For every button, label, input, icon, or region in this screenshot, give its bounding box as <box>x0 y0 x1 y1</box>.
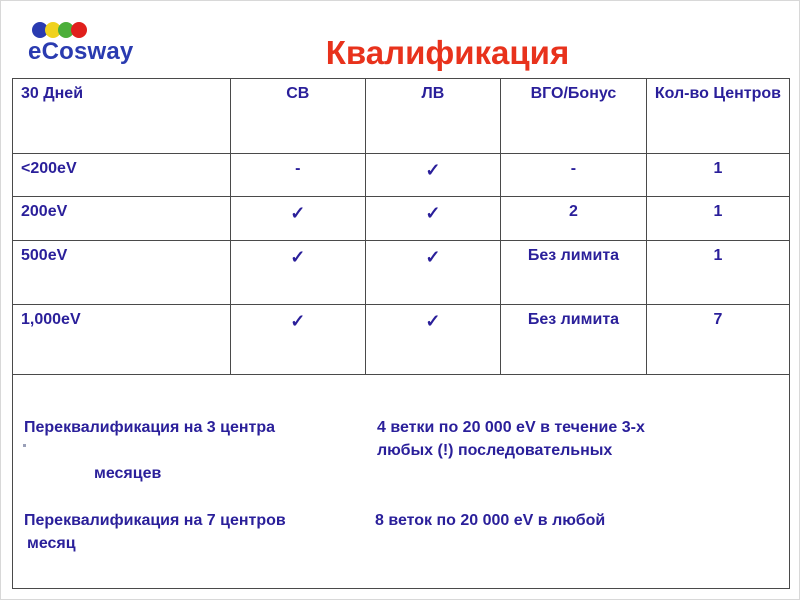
cell-bonus: - <box>501 154 647 197</box>
table-row <box>13 154 790 197</box>
qualification-table <box>12 78 790 589</box>
cell-centers: 1 <box>646 197 789 241</box>
cell-bonus: 2 <box>501 197 647 241</box>
table-row <box>13 241 790 305</box>
page-title: Квалификация <box>325 34 570 71</box>
logo-wordmark: eCosway <box>28 38 134 65</box>
note-requal-7-label: Переквалификация на 7 центров <box>24 512 286 529</box>
header-lv: ЛВ <box>365 79 500 154</box>
header-days: 30 Дней <box>13 79 231 154</box>
notes-row <box>13 375 790 589</box>
checkmark-icon: ✓ <box>230 197 365 241</box>
note-requal-7-month: месяц <box>27 535 76 552</box>
header-vgo-bonus: ВГО/Бонус <box>501 79 647 154</box>
table-row <box>13 197 790 241</box>
cell-days: 200eV <box>13 197 231 241</box>
cell-centers: 1 <box>646 154 789 197</box>
cell-bonus: Без лимита <box>501 241 647 305</box>
note-requal-3-label: Переквалификация на 3 центра <box>24 419 276 436</box>
cell-sv: - <box>230 154 365 197</box>
cell-centers: 1 <box>646 241 789 305</box>
note-requal-7-condition: 8 веток по 20 000 eV в любой <box>375 512 606 529</box>
header-sv: СВ <box>230 79 365 154</box>
checkmark-icon: ✓ <box>365 241 500 305</box>
cell-days: <200eV <box>13 154 231 197</box>
cell-days: 1,000eV <box>13 305 231 375</box>
notes-cell <box>13 375 790 589</box>
checkmark-icon: ✓ <box>365 305 500 375</box>
table-header-row <box>13 79 790 154</box>
note-requal-3-months: месяцев <box>94 465 162 482</box>
note-requal-3-condition-line2: любых (!) последовательных <box>377 442 613 459</box>
table-row <box>13 305 790 375</box>
header-centers-count: Кол-во Центров <box>646 79 789 154</box>
checkmark-icon: ✓ <box>365 197 500 241</box>
bullet-mark <box>23 444 26 447</box>
checkmark-icon: ✓ <box>230 241 365 305</box>
checkmark-icon: ✓ <box>365 154 500 197</box>
cell-bonus: Без лимита <box>501 305 647 375</box>
note-requal-3-condition-line1: 4 ветки по 20 000 eV в течение 3-х <box>377 419 645 436</box>
cell-centers: 7 <box>646 305 789 375</box>
cell-days: 500eV <box>13 241 231 305</box>
checkmark-icon: ✓ <box>230 305 365 375</box>
